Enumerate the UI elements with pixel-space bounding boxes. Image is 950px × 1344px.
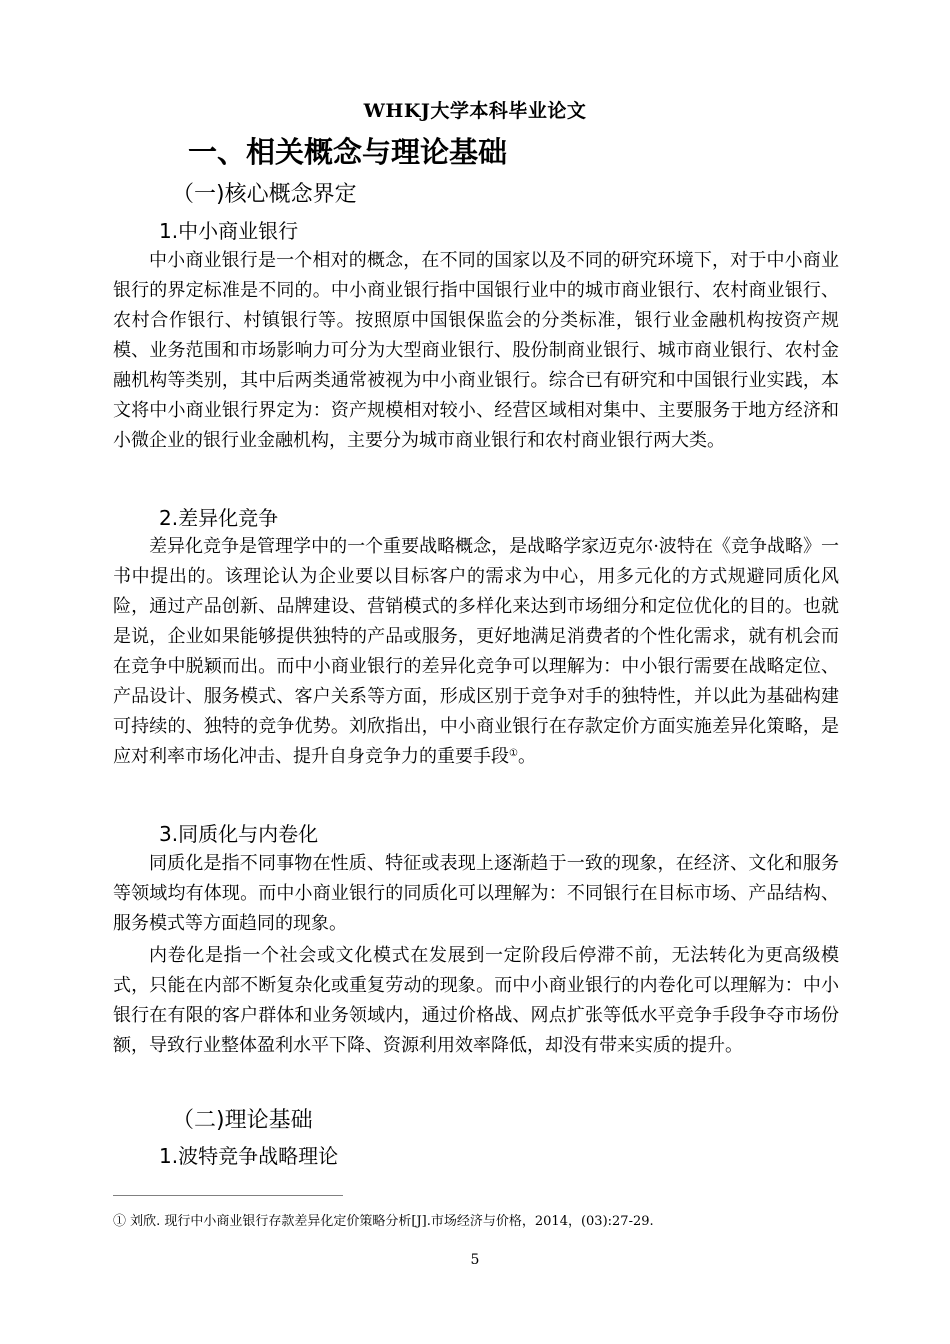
paragraph-differentiation-end: 。	[517, 746, 536, 767]
footnote-reference: ①	[509, 748, 518, 759]
paragraph-homogenization: 同质化是指不同事物在性质、特征或表现上逐渐趋于一致的现象，在经济、文化和服务等领域均有体现。而中小商业银行的同质化可以理解为：不同银行在目标市场、产品结构、服务模式等方面趋同的现象。	[113, 853, 839, 934]
subsection-title-small-banks: 1.中小商业银行	[159, 219, 299, 243]
running-header: WHKJ大学本科毕业论文	[363, 100, 587, 122]
footnote: ① 刘欣. 现行中小商业银行存款差异化定价策略分析[J].市场经济与价格，2014，(03):27-29.	[113, 1214, 654, 1229]
paragraph-involution: 内卷化是指一个社会或文化模式在发展到一定阶段后停滞不前，无法转化为更高级模式，只能在内部不断复杂化或重复劳动的现象。而中小商业银行的内卷化可以理解为：中小银行在有限的客户群体和业务领域内，通过价格战、网点扩张等低水平竞争手段争夺市场份额，导致行业整体盈利水平下降、资源利用效率降低，却没有带来实质的提升。	[113, 945, 839, 1056]
subsection-title-differentiation: 2.差异化竞争	[159, 506, 279, 530]
subsection-title-homogenization: 3.同质化与内卷化	[159, 822, 319, 846]
chapter-title: 一、相关概念与理论基础	[188, 135, 508, 169]
paragraph-small-banks: 中小商业银行是一个相对的概念，在不同的国家以及不同的研究环境下，对于中小商业银行的界定标准是不同的。中小商业银行指中国银行业中的城市商业银行、农村商业银行、农村合作银行、村镇银行等。按照原中国银保监会的分类标准，银行业金融机构按资产规模、业务范围和市场影响力可分为大型商业银行、股份制商业银行、城市商业银行、农村金融机构等类别，其中后两类通常被视为中小商业银行。综合已有研究和中国银行业实践，本文将中小商业银行界定为：资产规模相对较小、经营区域相对集中、主要服务于地方经济和小微企业的银行业金融机构，主要分为城市商业银行和农村商业银行两大类。	[113, 250, 839, 451]
subsection-title-porter-theory: 1.波特竞争战略理论	[159, 1144, 339, 1168]
footnote-divider	[113, 1195, 343, 1196]
paragraph-differentiation-text: 差异化竞争是管理学中的一个重要战略概念，是战略学家迈克尔·波特在《竞争战略》一书中提出的。该理论认为企业要以目标客户的需求为中心，用多元化的方式规避同质化风险，通过产品创新、品牌建设、营销模式的多样化来达到市场细分和定位优化的目的。也就是说，企业如果能够提供独特的产品或服务，更好地满足消费者的个性化需求，就有机会而在竞争中脱颖而出。而中小商业银行的差异化竞争可以理解为：中小银行需要在战略定位、产品设计、服务模式、客户关系等方面，形成区别于竞争对手的独特性，并以此为基础构建可持续的、独特的竞争优势。刘欣指出，中小商业银行在存款定价方面实施差异化策略，是应对利率市场化冲击、提升自身竞争力的重要手段	[113, 536, 839, 767]
paragraph-differentiation	[113, 532, 839, 772]
section-title-core-concepts: （一)核心概念界定	[172, 182, 357, 207]
section-title-theory: （二)理论基础	[172, 1108, 313, 1133]
page-number: 5	[470, 1252, 480, 1268]
